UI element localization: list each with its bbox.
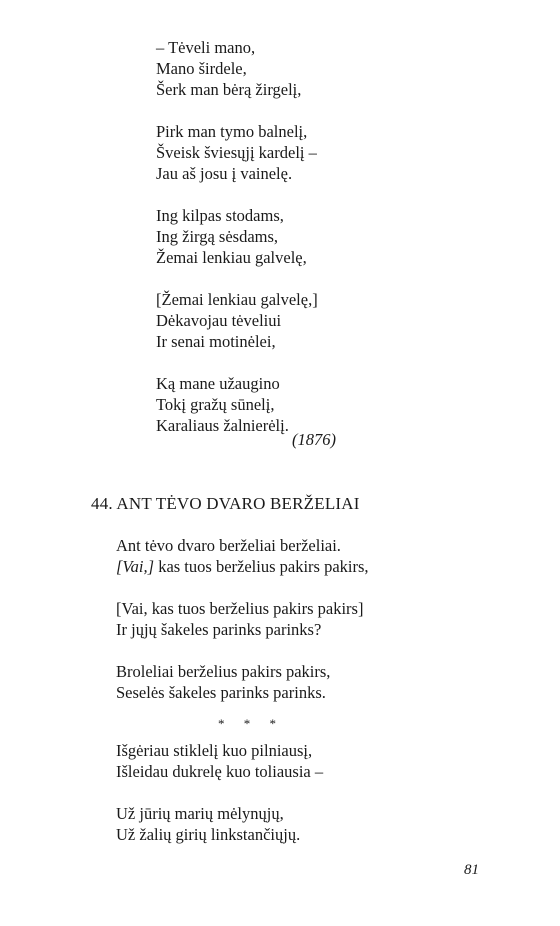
page-number: 81: [464, 862, 479, 878]
verse-line: Seselės šakeles parinks parinks.: [116, 683, 326, 702]
verse-line: Ing žirgą sėsdams,: [156, 227, 279, 246]
poem-heading: 44. ANT TĖVO DVARO BERŽELIAI: [91, 494, 360, 513]
verse-line: Šerk man bėrą žirgelį,: [156, 80, 302, 99]
stanza: [116, 740, 323, 782]
verse-line: Mano širdele,: [156, 59, 247, 78]
verse-line: Ant tėvo dvaro berželiai berželiai.: [116, 536, 341, 555]
verse-line: [Žemai lenkiau galvelę,]: [156, 290, 318, 309]
verse-line: Šveisk šviesųjį kardelį –: [156, 143, 317, 162]
section-separator: * * *: [218, 716, 284, 731]
stanza: [156, 121, 318, 184]
poem-2: [116, 535, 369, 703]
poem-2-continued: [116, 740, 323, 845]
verse-line: Už žalių girių linkstančiųjų.: [116, 825, 301, 844]
verse-text: kas tuos berželius pakirs pakirs,: [154, 557, 369, 576]
verse-line: Dėkavojau tėveliui: [156, 311, 282, 330]
verse-line: [116, 556, 369, 577]
poem-date: (1876): [292, 430, 336, 449]
verse-line: Pirk man tymo balnelį,: [156, 122, 308, 141]
stanza: [116, 535, 369, 577]
verse-line: Išgėriau stiklelį kuo pilniausį,: [116, 741, 313, 760]
stanza: [156, 37, 318, 100]
verse-line: Ką mane užaugino: [156, 374, 280, 393]
verse-line: – Tėveli mano,: [156, 38, 256, 57]
stanza: [116, 661, 369, 703]
verse-line: Ing kilpas stodams,: [156, 206, 284, 225]
stanza: [116, 803, 323, 845]
verse-line: Jau aš josu į vainelę.: [156, 164, 293, 183]
verse-line: Ir senai motinėlei,: [156, 332, 276, 351]
poem-1: [156, 37, 318, 436]
stanza: [156, 373, 318, 436]
editorial-insertion: [Vai,]: [116, 557, 155, 576]
verse-line: Tokį gražų sūnelį,: [156, 395, 275, 414]
verse-line: Ir jųjų šakeles parinks parinks?: [116, 620, 322, 639]
stanza: [156, 205, 318, 268]
verse-line: Karaliaus žalnierėlį.: [156, 416, 289, 435]
verse-line: [Vai, kas tuos berželius pakirs pakirs]: [116, 599, 364, 618]
verse-line: Už jūrių marių mėlynųjų,: [116, 804, 284, 823]
stanza: [116, 598, 369, 640]
verse-line: Broleliai berželius pakirs pakirs,: [116, 662, 331, 681]
stanza: [156, 289, 318, 352]
verse-line: Žemai lenkiau galvelę,: [156, 248, 307, 267]
verse-line: Išleidau dukrelę kuo toliausia –: [116, 762, 324, 781]
